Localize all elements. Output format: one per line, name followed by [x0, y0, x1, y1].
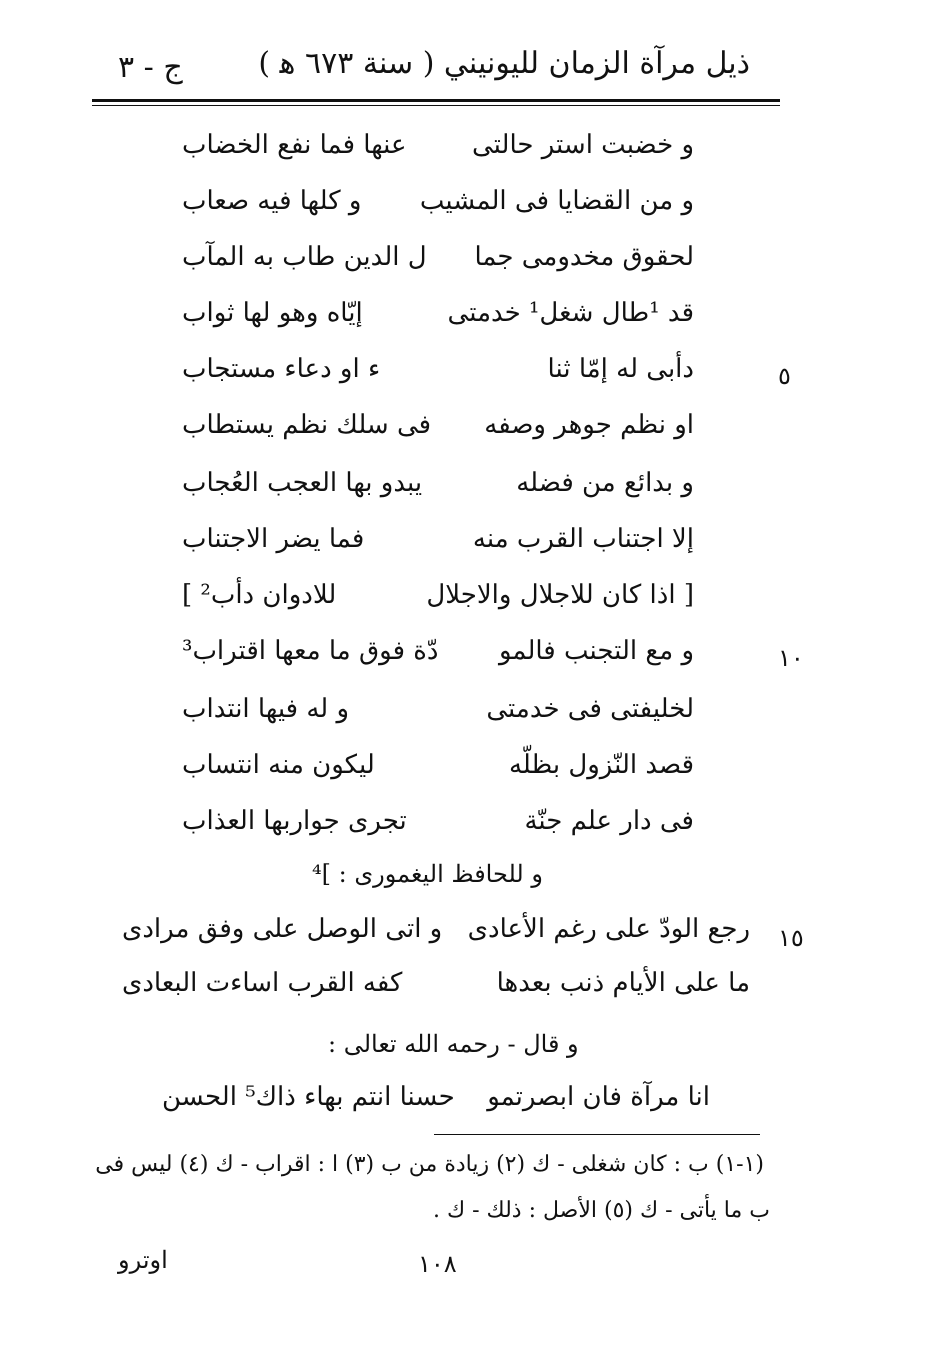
line-number: ١٥: [778, 924, 804, 952]
hemistich-first: لخليفتى فى خدمتى: [486, 694, 694, 724]
hemistich-second: ء او دعاء مستجاب: [182, 354, 381, 384]
hemistich-first: و خضبت استر حالتى: [472, 130, 694, 160]
hemistich-first: فى دار علم جنّة: [524, 806, 694, 836]
line-number: ١٠: [778, 644, 804, 672]
hemistich-second: و له فيها انتداب: [182, 694, 350, 724]
hemistich-second: ليكون منه انتساب: [182, 750, 375, 780]
hemistich-first: و مع التجنب فالمو: [499, 636, 694, 666]
verse-line: [182, 298, 694, 348]
verse-line: [182, 580, 694, 630]
hemistich-second: دّة فوق ما معها اقتراب³: [182, 636, 439, 666]
hemistich-second: فما يضر الاجتناب: [182, 524, 365, 554]
hemistich-first: لحقوق مخدومى جما: [474, 242, 694, 272]
hemistich-first: و بدائع من فضله: [516, 468, 694, 498]
running-title: ذيل مرآة الزمان لليونيني ( سنة ٦٧٣ ﻫ ): [258, 46, 750, 81]
hemistich-first: إلا اجتناب القرب منه: [472, 524, 694, 554]
verse-line: [182, 242, 694, 292]
hemistich-first: انا مرآة فان ابصرتمو: [487, 1082, 710, 1112]
page-number: ١٠٨: [418, 1250, 457, 1278]
hemistich-second: ل الدين طاب به المآب: [182, 242, 427, 272]
header-rule-thick: [92, 99, 780, 102]
volume-label: ج - ٣: [118, 50, 183, 85]
verse-line: [182, 130, 694, 180]
header-rule-thin: [92, 105, 780, 106]
verse-line: [182, 806, 694, 856]
hemistich-first: و من القضايا فى المشيب: [419, 186, 694, 216]
hemistich-first: [ اذا كان للاجلال والاجلال: [426, 580, 694, 610]
verse-line: [182, 524, 694, 574]
footnote-line: ب ما يأتى - ك (٥) الأصل : ذلك - ك .: [433, 1198, 770, 1223]
heading-attribution-1: و للحافظ اليغمورى : ]⁴: [312, 860, 543, 888]
hemistich-first: دأبى له إمّا ثنا: [547, 354, 694, 384]
hemistich-second: حسنا انتم بهاء ذاك⁵ الحسن: [162, 1082, 455, 1112]
hemistich-second: و اتى الوصل على وفق مرادى: [122, 914, 443, 944]
hemistich-second: يبدو بها العجب العُجاب: [182, 468, 423, 498]
hemistich-first: قصد النّزول بظلّه: [508, 750, 694, 780]
verse-line: [182, 694, 694, 744]
heading-attribution-2: و قال - رحمه الله تعالى :: [328, 1030, 579, 1058]
footnote-rule: [434, 1134, 760, 1135]
verse-line: [182, 750, 694, 800]
hemistich-second: كفه القرب اساءت البعادى: [122, 968, 403, 998]
verse-line: [162, 1082, 710, 1132]
hemistich-first: ما على الأيام ذنب بعدها: [496, 968, 750, 998]
footnote-line: (١-١) ب : كان شغلى - ك (٢) زيادة من ب (٣) ا : اقراب - ك (٤) ليس فى: [95, 1152, 764, 1177]
hemistich-second: تجرى جواربها العذاب: [182, 806, 407, 836]
hemistich-second: عنها فما نفع الخضاب: [182, 130, 407, 160]
hemistich-second: و كلها فيه صعاب: [182, 186, 362, 216]
hemistich-first: قد ¹طال شغل¹ خدمتى: [447, 298, 694, 328]
verse-line: [122, 914, 750, 964]
footer-catchword: اوترو: [118, 1246, 168, 1274]
line-number: ٥: [778, 362, 791, 390]
hemistich-second: فى سلك نظم يستطاب: [182, 410, 432, 440]
verse-line: [182, 410, 694, 460]
verse-line: [182, 636, 694, 686]
hemistich-second: إيّاه وهو لها ثواب: [182, 298, 363, 328]
verse-line: [182, 468, 694, 518]
hemistich-first: رجع الودّ على رغم الأعادى: [467, 914, 750, 944]
hemistich-second: للادوان دأب² ]: [182, 580, 337, 610]
hemistich-first: او نظم جوهر وصفه: [484, 410, 694, 440]
verse-line: [182, 354, 694, 404]
verse-line: [182, 186, 694, 236]
verse-line: [122, 968, 750, 1018]
